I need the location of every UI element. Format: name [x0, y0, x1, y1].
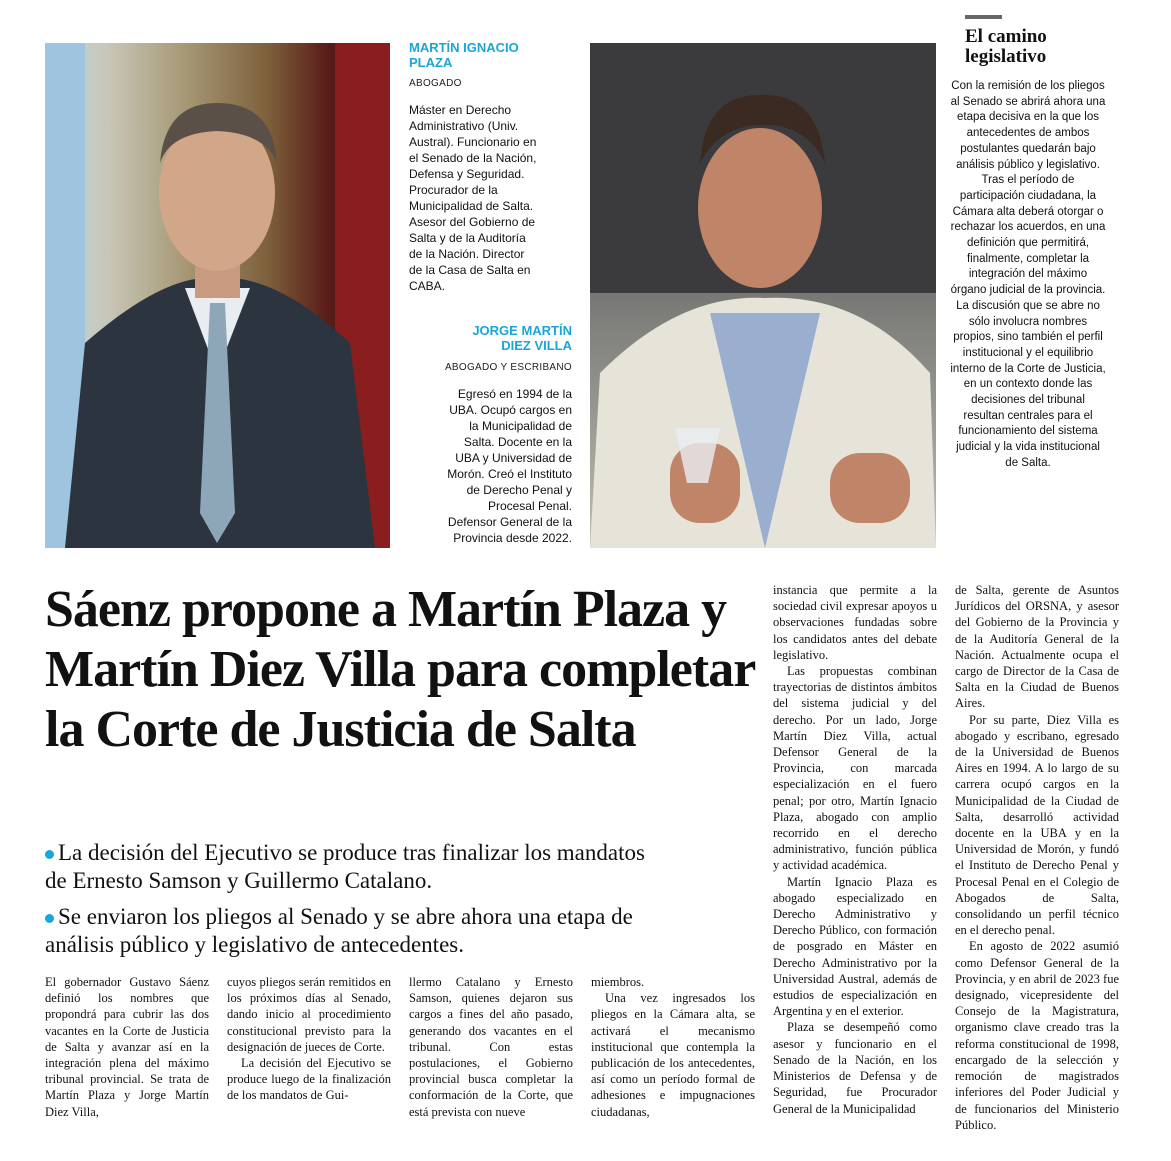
body-paragraph: Las propuestas combinan trayectorias de distintos ámbitos del sistema judicial y del derecho. Por un lado, Jorge Martín Diez Villa, actual Defensor General de la Provincia, con marcada especialización en el fuero penal; por otro, Martín Ignacio Plaza, abogado con amplio recorrido en el derecho administrativo, función pública y actividad académica.	[773, 664, 937, 873]
sidebar-text: Con la remisión de los pliegos al Senado se abrirá ahora una etapa decisiva en la que los antecedentes de ambos postulantes quedarán bajo análisis público y legislativo. Tras el período de participación ciudadana, la Cámara alta deberá otorgar o rechazar los acuerdos, en una definición que permitirá, finalmente, completar la integración del máximo órgano judicial de la provincia. La discusión que se abre no sólo involucra nombres propios, sino también el perfil institucional y el equilibrio interno de la Corte de Justicia, en un contexto donde las decisiones del tribunal resultan centrales para el funcionamiento del sistema judicial y la vida institucional de Salta.	[950, 80, 1106, 469]
sidebar-rule	[965, 15, 1002, 19]
body-paragraph: Una vez ingresados los pliegos en la Cámara alta, se activará el mecanismo institucional que contempla la publicación de los antecedentes, así como un período formal de adhesiones e impugnaciones ciudadanas,	[591, 991, 755, 1119]
body-paragraph: instancia que permite a la sociedad civil expresar apoyos u observaciones fundadas sobre los candidatos antes del debate legislativo.	[773, 583, 937, 662]
body-paragraph: Martín Ignacio Plaza es abogado especializado en Derecho Administrativo y Derecho Público, con formación de posgrado en Máster en Derecho Administrativo por la Universidad Austral, además de estudios de especialización en Argentina y en el exterior.	[773, 874, 937, 1019]
profile-name-plaza: MARTÍN IGNACIO PLAZA	[409, 40, 519, 70]
body-column-3	[409, 974, 573, 1120]
body-paragraph: de Salta, gerente de Asuntos Jurídicos del ORSNA, y asesor del Gobierno de la Provincia y de la Auditoría General de la Nación. Actualmente ocupa el cargo de Director de la Casa de Salta en la Ciudad de Buenos Aires.	[955, 583, 1119, 711]
body-paragraph: La decisión del Ejecutivo se produce luego de la finalización de los mandatos de Gui-	[227, 1056, 391, 1103]
profile-role-diez-villa: ABOGADO Y ESCRIBANO	[444, 362, 572, 373]
bullet-1-text: La decisión del Ejecutivo se produce tras finalizar los mandatos de Ernesto Samson y Guillermo Catalano.	[45, 840, 645, 893]
headline: Sáenz propone a Martín Plaza y Martín Diez Villa para completar la Corte de Justicia de Salta	[45, 581, 755, 758]
profile-name-diez-villa: JORGE MARTÍN DIEZ VILLA	[472, 323, 572, 353]
body-paragraph: miembros.	[591, 975, 645, 989]
body-paragraph: En agosto de 2022 asumió como Defensor General de la Provincia, y en abril de 2023 fue designado, vicepresidente del Consejo de la Magistratura, organismo clave creado tras la reforma constitucional de 1998, encargado de la selección y remoción de magistrados inferiores del Poder Judicial y de funcionarios del Ministerio Público.	[955, 939, 1119, 1132]
photo-diez-villa	[590, 43, 936, 548]
body-paragraph: cuyos pliegos serán remitidos en los próximos días al Senado, dando inicio al procedimiento constitucional previsto para la designación de jueces de Corte.	[227, 975, 391, 1054]
body-paragraph: Plaza se desempeñó como asesor y funcionario en el Senado de la Nación, en los Ministerios de Defensa y de Seguridad, fue Procurador General de la Municipalidad	[773, 1020, 937, 1116]
body-paragraph: El gobernador Gustavo Sáenz definió los nombres que propondrá para cubrir las dos vacantes en la Corte de Justicia de Salta y avanzar así en la integración plena del máximo tribunal provincial. Se trata de Martín Plaza y Jorge Martín Diez Villa,	[45, 975, 209, 1119]
body-column-6	[955, 582, 1119, 1133]
bullet-2-text: Se enviaron los pliegos al Senado y se abre ahora una etapa de análisis público y legislativo de antecedentes.	[45, 904, 633, 957]
profile-bio-diez-villa: Egresó en 1994 de la UBA. Ocupó cargos en la Municipalidad de Salta. Docente en la UBA y Universidad de Morón. Creó el Instituto de Derecho Penal y Procesal Penal. Defensor General de la Provincia desde 2022.	[447, 387, 572, 545]
bullet-dot	[45, 850, 54, 859]
bullet-1	[45, 839, 665, 895]
body-paragraph: llermo Catalano y Ernesto Samson, quienes dejaron sus cargos a fines del año pasado, generando dos vacantes en el tribunal. Con estas postulaciones, el Gobierno provincial busca completar la conformación de la Corte, que está prevista con nueve	[409, 975, 573, 1119]
sidebar-title: El camino legislativo	[965, 26, 1047, 67]
body-column-2	[227, 974, 391, 1104]
body-column-4	[591, 974, 755, 1120]
body-column-1	[45, 974, 209, 1120]
plaza-portrait-illustration	[45, 43, 390, 548]
diez-villa-portrait-illustration	[590, 43, 936, 548]
bullet-dot	[45, 914, 54, 923]
body-paragraph: Por su parte, Diez Villa es abogado y escribano, egresado de la Universidad de Buenos Aires en 1994. A lo largo de su carrera ocupó cargos en la Municipalidad de la Ciudad de Salta, desarrolló actividad docente en la UBA y en la Universidad de Morón, y fundó el Instituto de Derecho Penal y Procesal Penal en el Colegio de Abogados de Salta, consolidando un perfil técnico en el derecho penal.	[955, 712, 1119, 938]
profile-role-plaza: ABOGADO	[409, 78, 462, 89]
body-column-5	[773, 582, 937, 1117]
profile-bio-plaza: Máster en Derecho Administrativo (Univ. Austral). Funcionario en el Senado de la Nación, Defensa y Seguridad. Procurador de la Municipalidad de Salta. Asesor del Gobierno de Salta y de la Auditoría de la Nación. Director de la Casa de Salta en CABA.	[409, 103, 537, 293]
bullet-2	[45, 903, 665, 959]
photo-plaza	[45, 43, 390, 548]
